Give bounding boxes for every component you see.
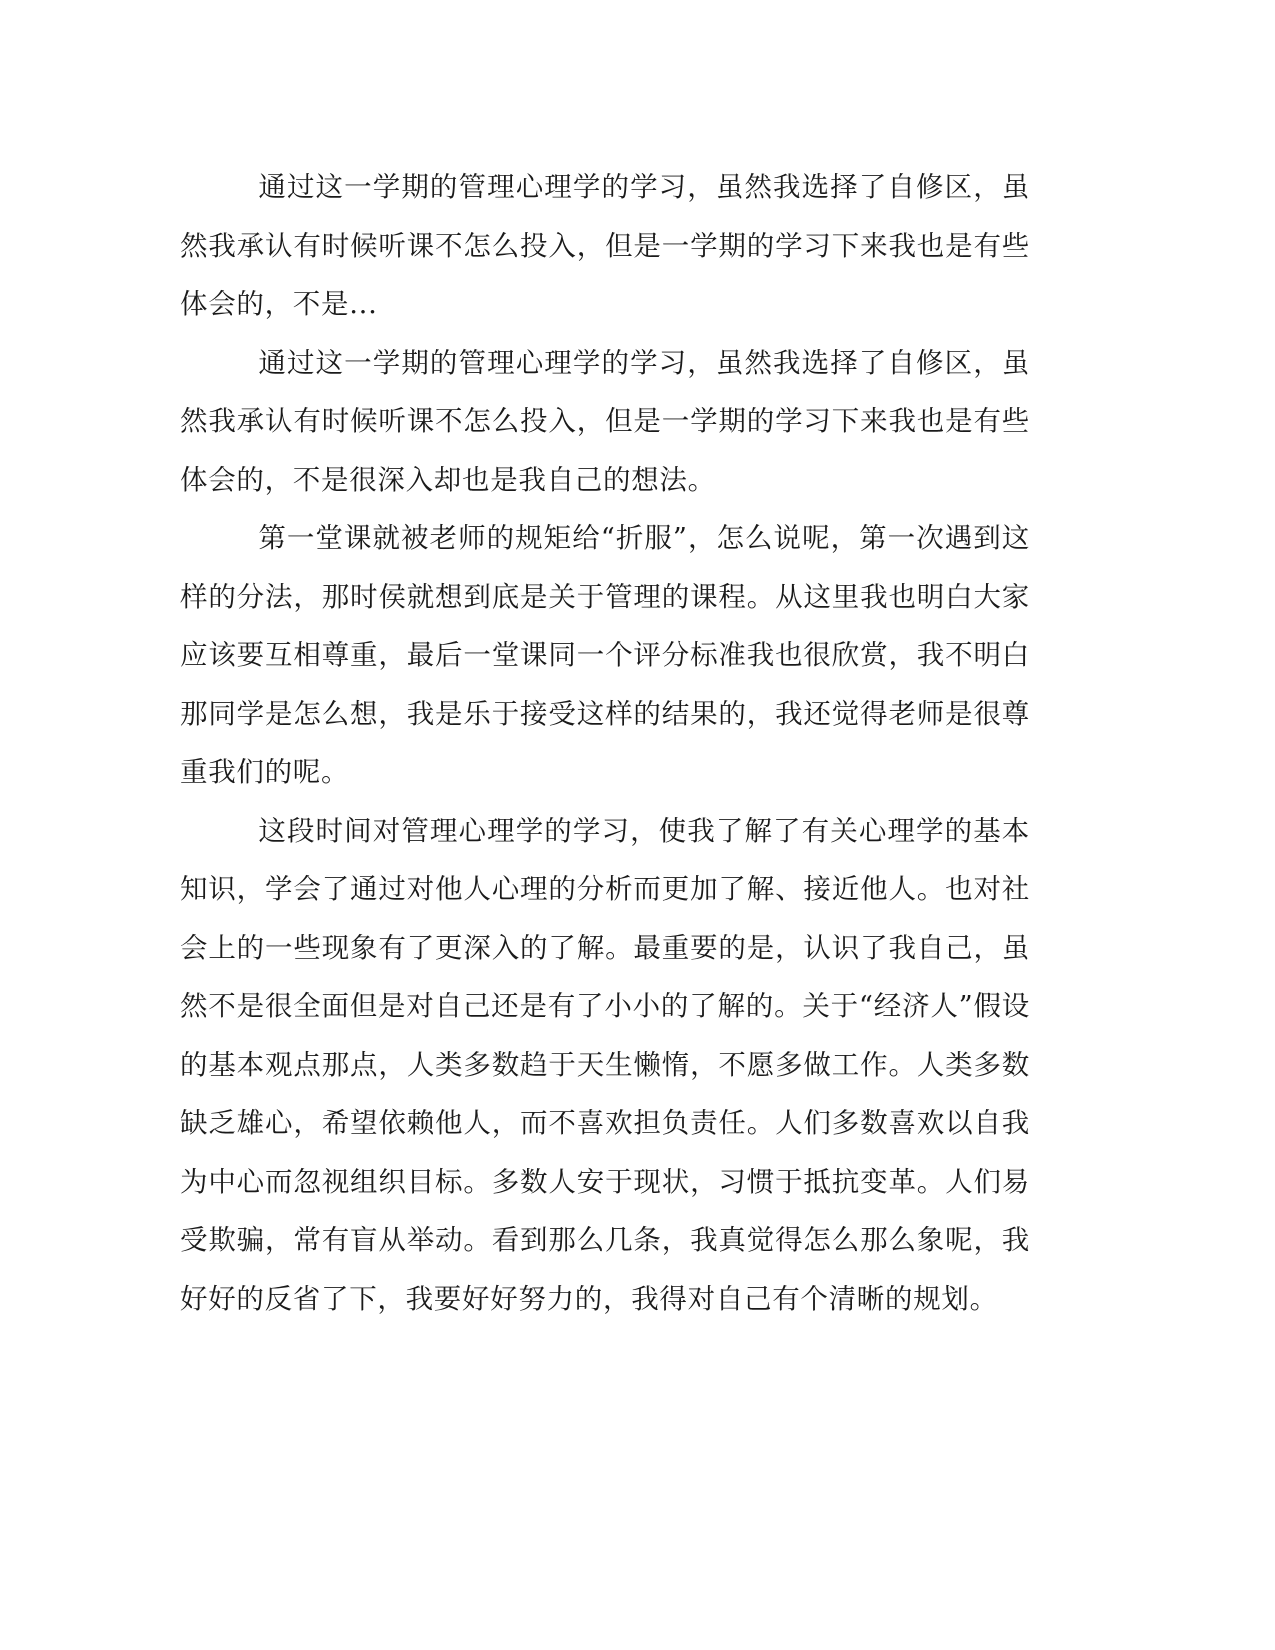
paragraph-4: 这段时间对管理心理学的学习，使我了解了有关心理学的基本知识，学会了通过对他人心理的分析而更加了解、接近他人。也对社会上的一些现象有了更深入的了解。最重要的是，认识了我自己，虽然不是很全面但是对自己还是有了小小的了解的。关于“经济人”假设的基本观点那点，人类多数趋于天生懒惰，不愿多做工作。人类多数缺乏雄心，希望依赖他人，而不喜欢担负责任。人们多数喜欢以自我为中心而忽视组织目标。多数人安于现状，习惯于抵抗变革。人们易受欺骗，常有盲从举动。看到那么几条，我真觉得怎么那么象呢，我好好的反省了下，我要好好努力的，我得对自己有个清晰的规划。: [180, 814, 1030, 1315]
document-body: [180, 158, 1030, 1328]
paragraph-2: 通过这一学期的管理心理学的学习，虽然我选择了自修区，虽然我承认有时候听课不怎么投入，但是一学期的学习下来我也是有些体会的，不是很深入却也是我自己的想法。: [180, 346, 1030, 496]
paragraph-3: 第一堂课就被老师的规矩给“折服”，怎么说呢，第一次遇到这样的分法，那时侯就想到底是关于管理的课程。从这里我也明白大家应该要互相尊重，最后一堂课同一个评分标准我也很欣赏，我不明白那同学是怎么想，我是乐于接受这样的结果的，我还觉得老师是很尊重我们的呢。: [180, 522, 1030, 788]
paragraph-1: 通过这一学期的管理心理学的学习，虽然我选择了自修区，虽然我承认有时候听课不怎么投入，但是一学期的学习下来我也是有些体会的，不是...: [180, 171, 1030, 320]
